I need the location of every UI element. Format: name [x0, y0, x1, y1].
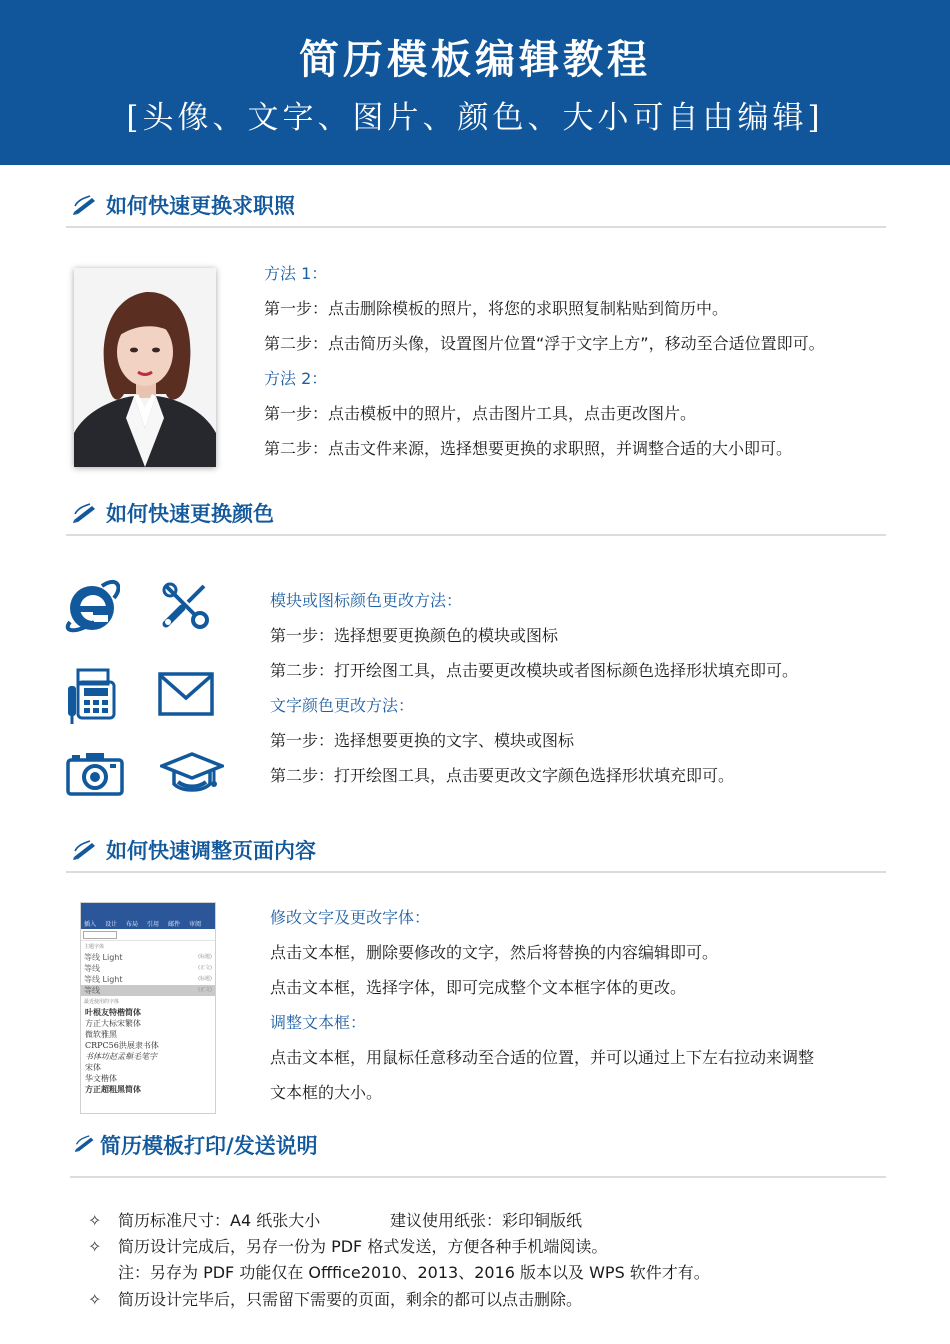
method2-label: 方法 2：	[264, 369, 328, 388]
recent-font: 宋体	[85, 1063, 101, 1072]
graduation-cap-icon[interactable]	[160, 752, 224, 792]
recent-font: 微软雅黑	[85, 1030, 117, 1039]
font-name-box	[83, 931, 117, 939]
text-color-label: 文字颜色更改方法：	[270, 696, 415, 715]
method1-step2: 第二步：点击简历头像，设置图片位置“浮于文字上方”，移动至合适位置即可。	[264, 334, 825, 353]
section-header-print	[70, 1122, 886, 1178]
section-title: 简历模板打印/发送说明	[100, 1134, 318, 1158]
section-header-content	[66, 829, 886, 873]
print-item-delete: ✧ 简历设计完毕后，只需留下需要的页面，剩余的都可以点击删除。	[88, 1290, 583, 1309]
module-color-step2: 第二步：打开绘图工具，点击要更改模块或者图标颜色选择形状填充即可。	[270, 661, 799, 680]
ribbon-tab: 布局	[126, 920, 139, 928]
word-titlebar	[81, 903, 215, 917]
section-header-color	[66, 492, 886, 536]
resize-textbox-line2: 文本框的大小。	[270, 1083, 383, 1102]
recent-font: CRPC56洪展隶书体	[85, 1041, 159, 1050]
ribbon-tab: 审阅	[189, 920, 202, 928]
section-header-photo	[66, 184, 886, 228]
ribbon-tab: 邮件	[168, 920, 181, 928]
camera-icon[interactable]	[66, 750, 124, 796]
diamond-bullet-icon: ✧	[88, 1211, 102, 1230]
module-color-label: 模块或图标颜色更改方法：	[270, 591, 463, 610]
recent-font: 叶根友特楷简体	[85, 1007, 141, 1017]
resize-textbox-line1: 点击文本框，用鼠标任意移动至合适的位置，并可以通过上下左右拉动来调整	[270, 1048, 815, 1067]
internet-explorer-icon[interactable]	[64, 578, 120, 634]
portrait-image	[74, 268, 216, 467]
recent-font: 方正超粗黑简体	[85, 1084, 141, 1094]
ribbon-tab: 设计	[105, 920, 118, 928]
font-option: 等线 (正文)	[84, 964, 212, 973]
recent-font: 华文楷体	[85, 1074, 117, 1083]
font-menu-screenshot	[80, 902, 216, 1114]
recent-font: 书体坊赵孟頫毛笔字	[85, 1052, 157, 1061]
edit-text-line2: 点击文本框，选择字体，即可完成整个文本框字体的更改。	[270, 978, 687, 997]
print-item-pdf: ✧ 简历设计完成后，另存一份为 PDF 格式发送，方便各种手机端阅读。	[88, 1237, 608, 1256]
method2-step1: 第一步：点击模板中的照片，点击图片工具，点击更改图片。	[264, 404, 697, 423]
edit-text-line1: 点击文本框，删除要修改的文字，然后将替换的内容编辑即可。	[270, 943, 719, 962]
section-title: 如何快速更换颜色	[106, 502, 274, 526]
pen-icon	[72, 502, 98, 524]
section-title: 如何快速调整页面内容	[106, 839, 316, 863]
recent-fonts-header: 最近使用的字体	[84, 999, 120, 1005]
method2-step2: 第二步：点击文件来源，选择想要更换的求职照，并调整合适的大小即可。	[264, 439, 793, 458]
font-option: 等线 Light (标题)	[84, 975, 212, 984]
theme-fonts-header: 主题字体	[84, 944, 105, 950]
fax-icon[interactable]	[66, 668, 118, 726]
print-item-size: ✧ 简历标准尺寸：A4 纸张大小	[88, 1211, 321, 1230]
resize-textbox-label: 调整文本框：	[270, 1013, 367, 1032]
tools-icon[interactable]	[160, 580, 210, 630]
diamond-bullet-icon: ✧	[88, 1290, 102, 1309]
module-color-step1: 第一步：选择想要更换颜色的模块或图标	[270, 626, 559, 645]
text-color-step2: 第二步：打开绘图工具，点击要更改文字颜色选择形状填充即可。	[270, 766, 735, 785]
pen-icon	[72, 839, 98, 861]
method1-step1: 第一步：点击删除模板的照片，将您的求职照复制粘贴到简历中。	[264, 299, 729, 318]
profile-photo[interactable]	[74, 268, 216, 467]
diamond-bullet-icon: ✧	[88, 1237, 102, 1256]
page-title: 简历模板编辑教程	[299, 36, 651, 83]
font-toolbar	[81, 929, 215, 941]
pen-icon	[72, 194, 98, 216]
recent-font: 方正大标宋繁体	[85, 1019, 141, 1028]
ribbon-tab: 插入	[84, 920, 97, 928]
envelope-icon[interactable]	[158, 672, 214, 716]
edit-text-label: 修改文字及更改字体：	[270, 908, 431, 927]
font-option-selected: 等线 (正文)	[81, 985, 215, 996]
method1-label: 方法 1：	[264, 264, 328, 283]
word-ribbon-tabs	[81, 917, 215, 929]
text-color-step1: 第一步：选择想要更换的文字、模块或图标	[270, 731, 575, 750]
page-subtitle: [头像、文字、图片、颜色、大小可自由编辑]	[126, 100, 824, 136]
font-option: 等线 Light (标题)	[84, 953, 212, 962]
section-title: 如何快速更换求职照	[106, 194, 295, 218]
pen-icon	[74, 1134, 96, 1153]
print-item-pdf-note: 注：另存为 PDF 功能仅在 Offfice2010、2013、2016 版本以及 WPS 软件才有。	[118, 1263, 710, 1282]
print-item-paper: 建议使用纸张：彩印铜版纸	[390, 1211, 583, 1230]
ribbon-tab: 引用	[147, 920, 160, 928]
page-header	[0, 0, 950, 165]
